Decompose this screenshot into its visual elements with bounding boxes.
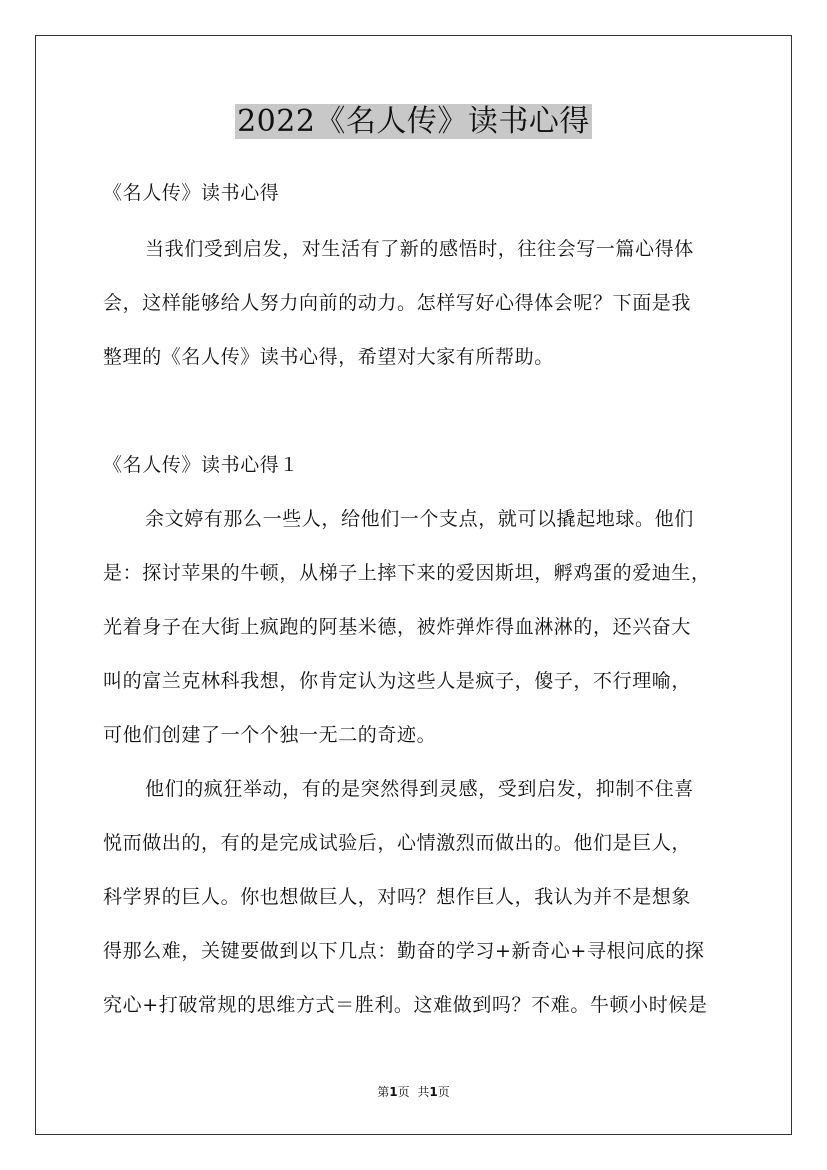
paragraph1-line: 可他们创建了一个个独一无二的奇迹。 [103,724,437,746]
total-suffix: 页 [437,1085,450,1099]
paragraph1-line: 叫的富兰克林科我想，你肯定认为这些人是疯子，傻子，不行理喻， [103,670,692,692]
document-title [0,102,827,142]
paragraph2-line: 科学界的巨人。你也想做巨人，对吗？想作巨人，我认为并不是想象 [103,886,692,908]
total-prefix: 共 [417,1085,430,1099]
total-number: 1 [429,1085,438,1099]
paragraph1-line: 光着身子在大街上疯跑的阿基米德，被炸弹炸得血淋淋的，还兴奋大 [103,616,692,638]
paragraph2-line: 悦而做出的，有的是完成试验后，心情激烈而做出的。他们是巨人， [103,832,692,854]
intro-line: 整理的《名人传》读书心得，希望对大家有所帮助。 [103,346,554,368]
document-title-text: 2022《名人传》读书心得 [237,104,590,139]
document-subtitle: 《名人传》读书心得 [103,182,280,204]
paragraph2-line: 他们的疯狂举动，有的是突然得到灵感，受到启发，抑制不住喜 [145,778,694,800]
paragraph1-line: 余文婷有那么一些人，给他们一个支点，就可以撬起地球。他们 [145,508,694,530]
page-prefix: 第 [377,1085,390,1099]
intro-line: 当我们受到启发，对生活有了新的感悟时，往往会写一篇心得体 [145,238,694,260]
paragraph1-line: 是：探讨苹果的牛顿，从梯子上摔下来的爱因斯坦，孵鸡蛋的爱迪生， [103,562,711,584]
page-footer [0,1084,827,1100]
page-number: 1 [389,1085,398,1099]
paragraph2-line: 得那么难，关键要做到以下几点：勤奋的学习+新奇心+寻根问底的探 [103,940,705,962]
section-heading: 《名人传》读书心得１ [103,454,300,476]
intro-line: 会，这样能够给人努力向前的动力。怎样写好心得体会呢？下面是我 [103,292,692,314]
page-suffix: 页 [397,1085,410,1099]
paragraph2-line: 究心+打破常规的思维方式＝胜利。这难做到吗？不难。牛顿小时候是 [103,994,708,1016]
